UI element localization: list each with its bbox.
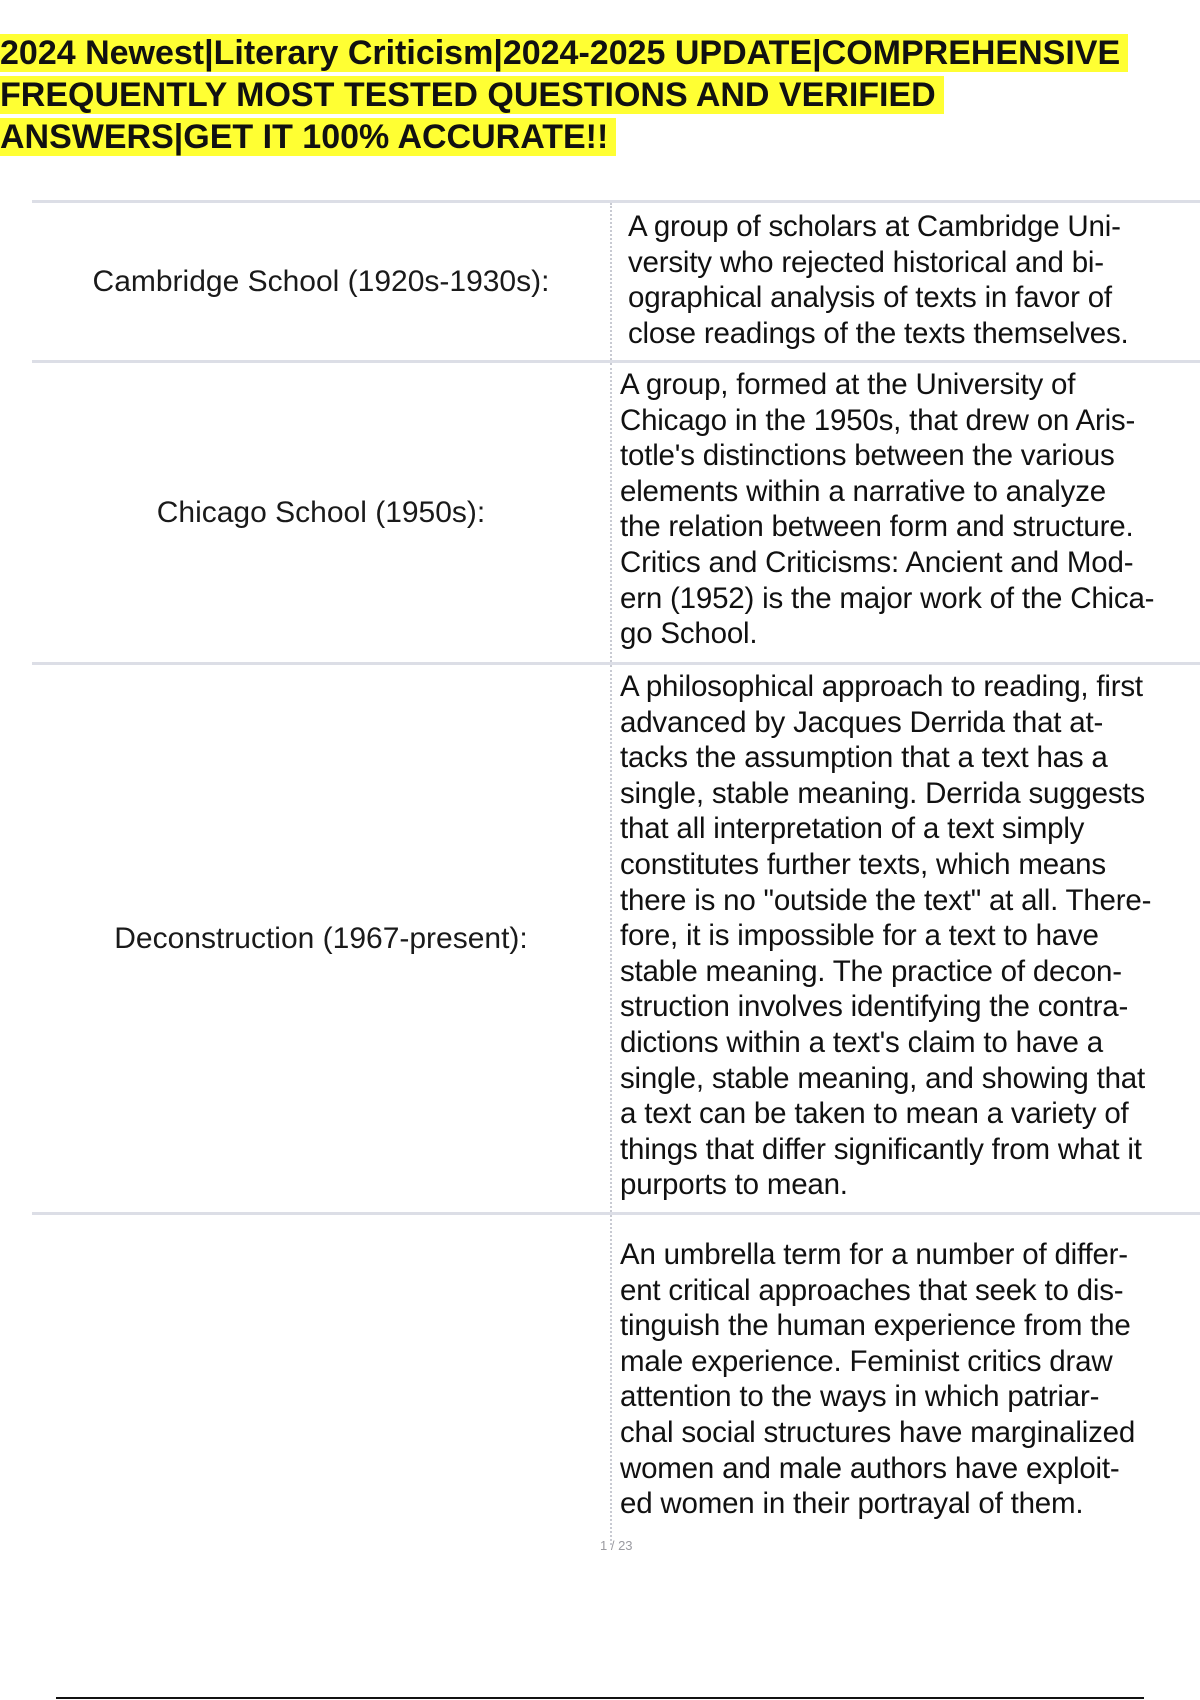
definition-line: things that differ significantly from what it: [620, 1132, 1142, 1166]
definition-line: ed women in their portrayal of them.: [620, 1487, 1084, 1521]
definition-line: close readings of the texts themselves.: [628, 316, 1129, 350]
definition-line: that all interpretation of a text simply: [620, 812, 1085, 846]
definition-line: chal social structures have marginalized: [620, 1415, 1136, 1449]
definition-line: totle's distinctions between the various: [620, 439, 1115, 473]
definition-line: versity who rejected historical and bi-: [628, 245, 1104, 279]
definition-line: women and male authors have exploit-: [620, 1451, 1120, 1485]
table-row: [32, 360, 1200, 662]
definition-line: Critics and Criticisms: Ancient and Mod-: [620, 545, 1134, 579]
footer-divider: [56, 1697, 1144, 1699]
definition-line: single, stable meaning, and showing that: [620, 1061, 1145, 1095]
definition-line: fore, it is impossible for a text to have: [620, 919, 1099, 953]
definition-line: single, stable meaning. Derrida suggests: [620, 776, 1145, 810]
definition-line: A group of scholars at Cambridge Uni-: [628, 210, 1121, 243]
definition-line: dictions within a text's claim to have a: [620, 1025, 1103, 1059]
definition-cell: [612, 665, 1200, 1212]
page-number: 1 / 23: [600, 1538, 633, 1553]
definition-line: a text can be taken to mean a variety of: [620, 1097, 1129, 1131]
table-row: [32, 662, 1200, 1212]
definition-line: elements within a narrative to analyze: [620, 474, 1106, 508]
definition-line: tinguish the human experience from the: [620, 1309, 1131, 1343]
term-cell: Cambridge School (1920s-1930s):: [32, 203, 612, 360]
definition-line: the relation between form and structure.: [620, 510, 1134, 544]
definition-line: male experience. Feminist critics draw: [620, 1344, 1113, 1378]
definition-line: constitutes further texts, which means: [620, 847, 1106, 881]
definition-cell: [612, 1215, 1200, 1545]
definition-line: A philosophical approach to reading, first: [620, 670, 1143, 703]
definition-line: Chicago in the 1950s, that drew on Aris-: [620, 403, 1136, 437]
definition-line: tacks the assumption that a text has a: [620, 741, 1108, 775]
definition-line: ographical analysis of texts in favor of: [628, 281, 1112, 315]
table-row: [32, 200, 1200, 360]
definition-cell: [612, 363, 1200, 662]
definition-line: advanced by Jacques Derrida that at-: [620, 705, 1104, 739]
definition-line: attention to the ways in which patriar-: [620, 1380, 1100, 1414]
title-line-3: ANSWERS|GET IT 100% ACCURATE!!: [0, 118, 616, 156]
title-line-1: 2024 Newest|Literary Criticism|2024-2025 UPDATE|COMPREHENSIVE: [0, 34, 1128, 72]
document-title: [0, 32, 1200, 158]
term-cell: [32, 1215, 612, 1545]
flashcard-table: [32, 200, 1200, 1545]
definition-line: go School.: [620, 617, 758, 651]
title-line-2: FREQUENTLY MOST TESTED QUESTIONS AND VERIFIED: [0, 76, 944, 114]
table-row: [32, 1212, 1200, 1545]
definition-line: there is no "outside the text" at all. There-: [620, 883, 1152, 917]
definition-line: An umbrella term for a number of differ-: [620, 1238, 1128, 1271]
definition-line: ern (1952) is the major work of the Chica-: [620, 581, 1155, 615]
definition-line: ent critical approaches that seek to dis-: [620, 1273, 1124, 1307]
definition-line: struction involves identifying the contra-: [620, 990, 1129, 1024]
definition-line: stable meaning. The practice of decon-: [620, 954, 1122, 988]
definition-line: purports to mean.: [620, 1168, 848, 1202]
definition-cell: [612, 203, 1200, 360]
term-cell: Chicago School (1950s):: [32, 363, 612, 662]
term-cell: Deconstruction (1967-present):: [32, 665, 612, 1212]
definition-line: A group, formed at the University of: [620, 368, 1076, 401]
